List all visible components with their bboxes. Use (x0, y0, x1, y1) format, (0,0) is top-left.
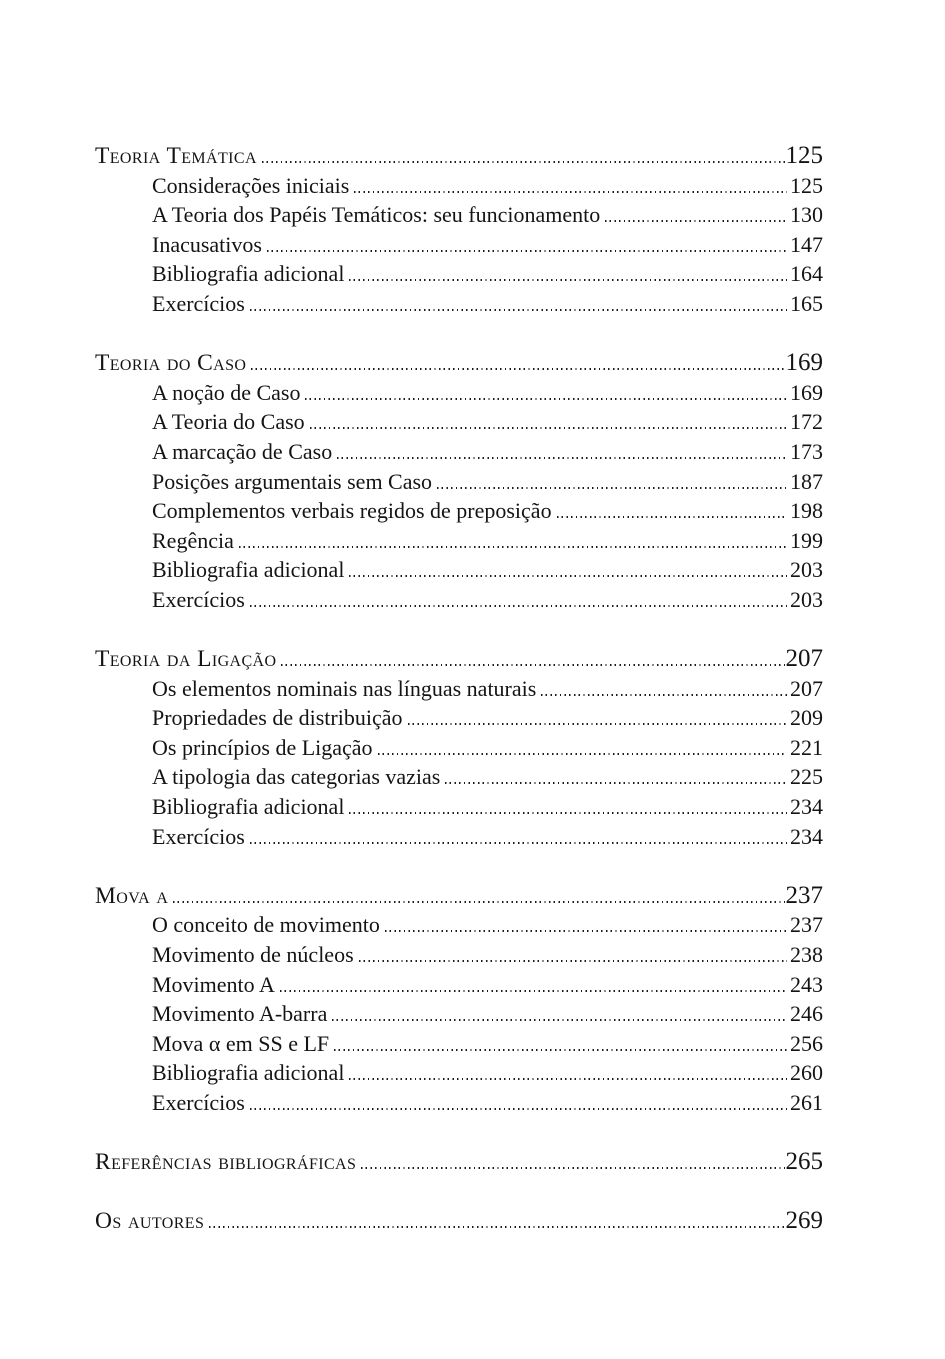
toc-heading-label: Mova α (95, 882, 169, 909)
toc-item-row (95, 1029, 823, 1059)
toc-section (95, 1147, 823, 1177)
dot-leader (305, 398, 787, 400)
toc-heading-page-number: 237 (785, 881, 823, 909)
toc-heading-label: Teoria Temática (95, 143, 257, 169)
toc-item-label: A Teoria do Caso (152, 409, 305, 435)
toc-item-page-number: 130 (790, 202, 823, 228)
toc-item-label: Considerações iniciais (152, 172, 350, 198)
toc-item-label: Complementos verbais regidos de preposição (152, 498, 552, 524)
toc-item-label: Movimento A (152, 971, 275, 997)
dot-leader (337, 457, 787, 459)
toc-item-label: Mova α em SS e LF (152, 1030, 330, 1056)
toc-heading-row (95, 881, 823, 911)
toc-item-label: Bibliografia adicional (152, 1060, 345, 1086)
toc-item-label: Inacusativos (152, 231, 262, 257)
toc-item-page-number: 203 (790, 557, 823, 583)
dot-leader (251, 368, 784, 370)
toc-item-label: Regência (152, 527, 234, 553)
toc-section (95, 141, 823, 319)
toc-item-row (95, 259, 823, 289)
dot-leader (250, 842, 787, 844)
toc-item-row (95, 940, 823, 970)
toc-item-row (95, 674, 823, 704)
toc-item-row (95, 437, 823, 467)
toc-heading-row (95, 348, 823, 378)
toc-item-label: Bibliografia adicional (152, 794, 345, 820)
toc-item-row (95, 555, 823, 585)
toc-item-label: Bibliografia adicional (152, 261, 345, 287)
toc-item-row (95, 1088, 823, 1118)
toc-item-row (95, 171, 823, 201)
dot-leader (209, 1226, 784, 1228)
dot-leader (262, 161, 785, 163)
dot-leader (250, 605, 787, 607)
toc-heading-label: Referências bibliográficas (95, 1149, 357, 1176)
toc-item-page-number: 198 (790, 498, 823, 524)
toc-item-page-number: 225 (790, 764, 823, 790)
toc-item-page-number: 234 (790, 823, 823, 849)
toc-heading-page-number: 169 (785, 349, 823, 377)
toc-item-page-number: 199 (790, 527, 823, 553)
toc-item-row (95, 200, 823, 230)
toc-item-page-number: 164 (790, 261, 823, 287)
toc-heading-label: Os autores (95, 1208, 205, 1235)
dot-leader (359, 960, 787, 962)
toc-item-label: Exercícios (152, 823, 245, 849)
dot-leader (349, 1078, 787, 1080)
toc-item-label: Os elementos nominais nas línguas naturais (152, 675, 537, 701)
toc-heading-row (95, 1206, 823, 1236)
dot-leader (349, 812, 787, 814)
toc-item-label: Propriedades de distribuição (152, 705, 403, 731)
dot-leader (267, 250, 787, 252)
toc-item-page-number: 238 (790, 942, 823, 968)
toc-item-label: Exercícios (152, 586, 245, 612)
toc-item-page-number: 172 (790, 409, 823, 435)
toc-item-row (95, 910, 823, 940)
toc-item-label: Os princípios de Ligação (152, 734, 373, 760)
toc-item-page-number: 237 (790, 912, 823, 938)
toc-item-page-number: 234 (790, 794, 823, 820)
dot-leader (445, 782, 787, 784)
toc-heading-page-number: 265 (785, 1148, 823, 1176)
toc-item-row (95, 378, 823, 408)
toc-item-label: A marcação de Caso (152, 438, 333, 464)
toc-item-row (95, 792, 823, 822)
dot-leader (408, 723, 788, 725)
table-of-contents (95, 141, 823, 1236)
toc-item-row (95, 526, 823, 556)
toc-item-row (95, 289, 823, 319)
toc-item-row (95, 467, 823, 497)
toc-item-label: Posições argumentais sem Caso (152, 468, 433, 494)
toc-heading-row (95, 644, 823, 674)
toc-item-page-number: 243 (790, 971, 823, 997)
toc-item-page-number: 209 (790, 705, 823, 731)
toc-item-label: Bibliografia adicional (152, 557, 345, 583)
toc-item-label: A noção de Caso (152, 379, 301, 405)
toc-item-page-number: 169 (790, 379, 823, 405)
dot-leader (557, 516, 787, 518)
toc-item-row (95, 970, 823, 1000)
dot-leader (605, 220, 787, 222)
toc-heading-label: Teoria da Ligação (95, 646, 277, 673)
toc-item-label: Exercícios (152, 1090, 245, 1115)
toc-item-row (95, 762, 823, 792)
dot-leader (332, 1019, 787, 1021)
toc-item-label: Movimento de núcleos (152, 942, 354, 968)
toc-item-page-number: 260 (790, 1060, 823, 1086)
toc-section (95, 1206, 823, 1236)
toc-item-page-number: 256 (790, 1030, 823, 1056)
toc-heading-label: Teoria do Caso (95, 350, 247, 377)
toc-item-page-number: 125 (790, 172, 823, 198)
toc-section (95, 348, 823, 614)
toc-item-row (95, 822, 823, 852)
dot-leader (239, 546, 787, 548)
toc-heading-page-number: 207 (785, 645, 823, 673)
dot-leader (378, 753, 787, 755)
dot-leader (310, 427, 787, 429)
toc-item-page-number: 261 (790, 1090, 823, 1115)
toc-item-page-number: 246 (790, 1001, 823, 1027)
toc-item-label: O conceito de movimento (152, 912, 380, 938)
toc-item-label: A tipologia das categorias vazias (152, 764, 441, 790)
toc-item-row (95, 733, 823, 763)
dot-leader (437, 487, 787, 489)
toc-item-row (95, 703, 823, 733)
toc-section (95, 644, 823, 851)
dot-leader (349, 575, 787, 577)
dot-leader (334, 1049, 787, 1051)
dot-leader (280, 990, 787, 992)
dot-leader (250, 1108, 787, 1110)
toc-section (95, 881, 823, 1118)
toc-item-page-number: 221 (790, 734, 823, 760)
toc-item-row (95, 999, 823, 1029)
toc-item-page-number: 207 (790, 675, 823, 701)
dot-leader (541, 694, 787, 696)
toc-item-label: A Teoria dos Papéis Temáticos: seu funcionamento (152, 202, 601, 228)
toc-heading-page-number: 269 (785, 1207, 823, 1235)
toc-item-row (95, 496, 823, 526)
dot-leader (361, 1167, 784, 1169)
toc-heading-row (95, 1147, 823, 1177)
toc-item-label: Exercícios (152, 290, 245, 316)
toc-item-page-number: 187 (790, 468, 823, 494)
dot-leader (173, 901, 784, 903)
toc-item-row (95, 1058, 823, 1088)
toc-heading-row (95, 141, 823, 171)
toc-item-row (95, 407, 823, 437)
toc-item-page-number: 147 (790, 231, 823, 257)
toc-heading-page-number: 125 (785, 142, 823, 169)
toc-item-row (95, 585, 823, 615)
dot-leader (354, 191, 787, 193)
toc-item-label: Movimento A-barra (152, 1001, 328, 1027)
dot-leader (250, 309, 787, 311)
toc-item-page-number: 173 (790, 438, 823, 464)
dot-leader (385, 930, 787, 932)
dot-leader (281, 664, 784, 666)
toc-item-page-number: 203 (790, 586, 823, 612)
dot-leader (349, 279, 787, 281)
toc-item-row (95, 230, 823, 260)
toc-item-page-number: 165 (790, 290, 823, 316)
